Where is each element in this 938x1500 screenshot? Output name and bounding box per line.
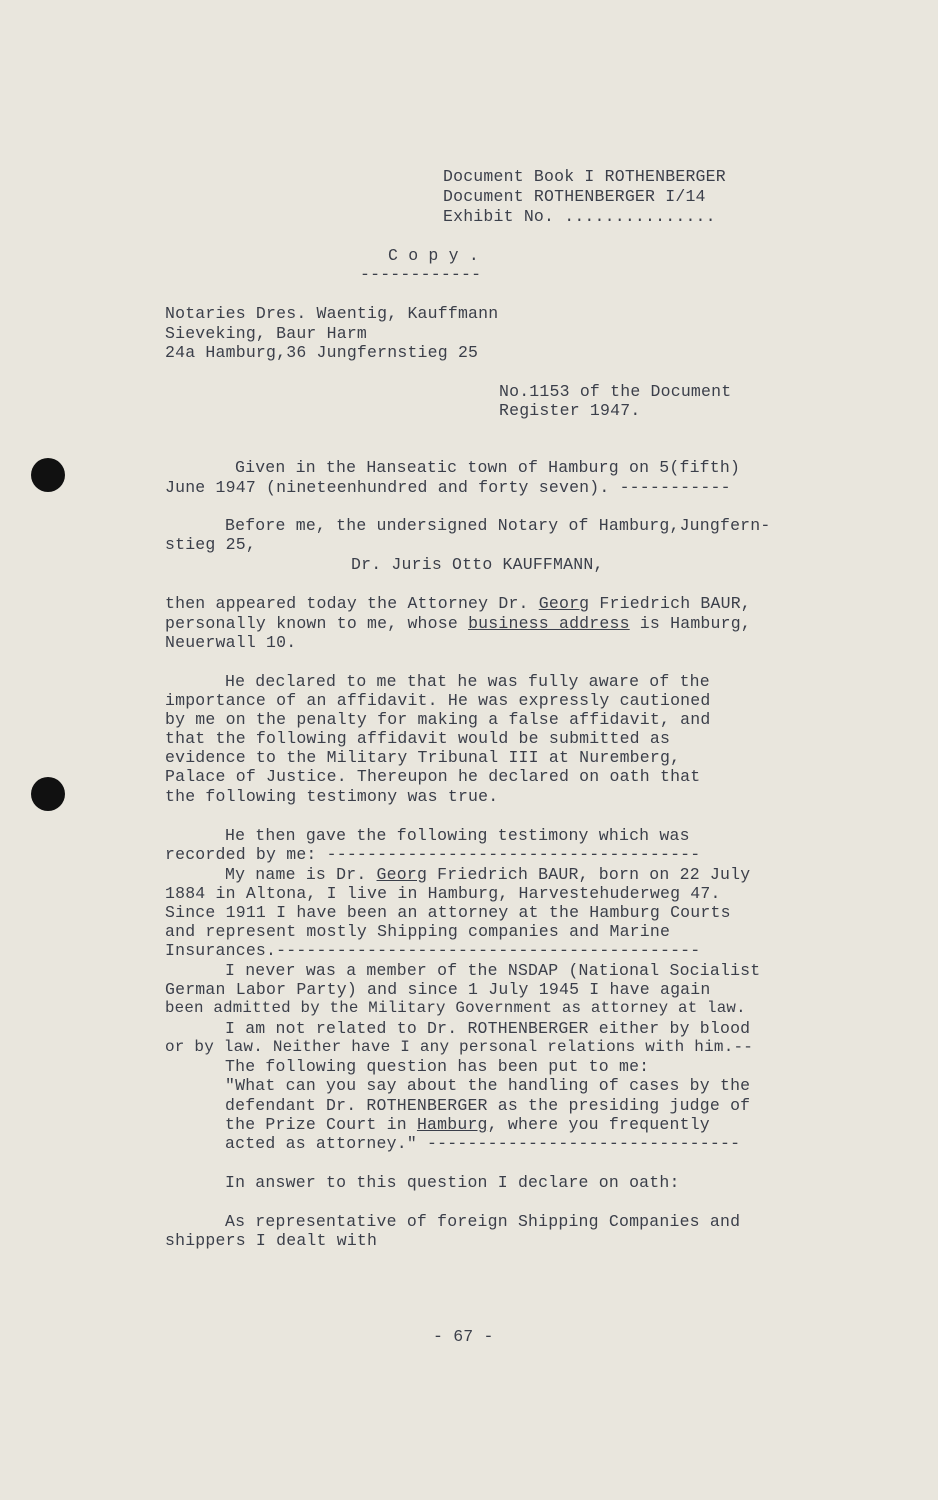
given-line-2: June 1947 (nineteenhundred and forty seven). -----------	[165, 478, 731, 497]
declared-line-7: the following testimony was true.	[165, 787, 499, 806]
testimony-line-10: been admitted by the Military Government as attorney at law.	[165, 999, 746, 1017]
given-line-1: Given in the Hanseatic town of Hamburg on 5(fifth)	[235, 458, 741, 477]
notary-name: Dr. Juris Otto KAUFFMANN,	[351, 555, 604, 574]
notaries-line-1: Notaries Dres. Waentig, Kauffmann	[165, 304, 499, 323]
notaries-line-3: 24a Hamburg,36 Jungfernstieg 25	[165, 343, 479, 362]
testimony-line-15: defendant Dr. ROTHENBERGER as the presiding judge of	[225, 1096, 751, 1115]
testimony-line-4: 1884 in Altona, I live in Hamburg, Harvestehuderweg 47.	[165, 884, 721, 903]
declared-line-5: evidence to the Military Tribunal III at Nuremberg,	[165, 748, 681, 767]
before-line-2: stieg 25,	[165, 535, 256, 554]
testimony-line-16	[225, 1115, 710, 1135]
testimony-line-7: Insurances.------------------------------------------	[165, 941, 701, 960]
closing-line-1: As representative of foreign Shipping Companies and	[225, 1212, 741, 1231]
testimony-l3-underlined: Georg	[376, 865, 428, 884]
testimony-line-2: recorded by me: -------------------------------------	[165, 845, 701, 864]
declared-line-1: He declared to me that he was fully aware of the	[225, 672, 710, 691]
before-line-1: Before me, the undersigned Notary of Hamburg,Jungfern-	[225, 516, 771, 535]
punch-hole-top	[31, 458, 65, 492]
testimony-line-17: acted as attorney." -------------------------------	[225, 1134, 741, 1153]
page-number: - 67 -	[433, 1327, 494, 1346]
testimony-line-5: Since 1911 I have been an attorney at the Hamburg Courts	[165, 903, 731, 922]
testimony-line-8: I never was a member of the NSDAP (National Socialist	[225, 961, 761, 980]
header-line-2: Document ROTHENBERGER I/14	[443, 187, 706, 206]
appeared-line-1	[165, 594, 751, 614]
testimony-line-1: He then gave the following testimony which was	[225, 826, 690, 845]
testimony-line-14: "What can you say about the handling of cases by the	[225, 1076, 751, 1095]
appeared-l2-b: is Hamburg,	[629, 614, 751, 633]
testimony-line-13: The following question has been put to me:	[225, 1057, 650, 1076]
copy-rule: ------------	[360, 265, 482, 284]
punch-hole-bottom	[31, 777, 65, 811]
closing-line-2: shippers I dealt with	[165, 1231, 378, 1250]
register-line-2: Register 1947.	[499, 401, 641, 420]
appeared-l2-a: personally known to me, whose	[165, 614, 469, 633]
answer-line: In answer to this question I declare on oath:	[225, 1173, 680, 1192]
appeared-l1-b: Friedrich BAUR,	[589, 594, 751, 613]
testimony-line-9: German Labor Party) and since 1 July 1945 I have again	[165, 980, 711, 999]
copy-title: C o p y .	[388, 246, 479, 265]
testimony-line-6: and represent mostly Shipping companies and Marine	[165, 922, 671, 941]
testimony-line-12: or by law. Neither have I any personal relations with him.--	[165, 1038, 754, 1056]
testimony-l16-underlined: Hamburg	[416, 1115, 488, 1134]
declared-line-2: importance of an affidavit. He was expressly cautioned	[165, 691, 711, 710]
header-line-1: Document Book I ROTHENBERGER	[443, 167, 726, 186]
header-line-3: Exhibit No. ...............	[443, 207, 716, 226]
testimony-l16-b: , where you frequently	[487, 1115, 710, 1134]
notaries-line-2: Sieveking, Baur Harm	[165, 324, 368, 343]
appeared-l1-a: then appeared today the Attorney Dr.	[165, 594, 539, 613]
declared-line-6: Palace of Justice. Thereupon he declared on oath that	[165, 767, 701, 786]
appeared-line-2	[165, 614, 751, 634]
declared-line-3: by me on the penalty for making a false affidavit, and	[165, 710, 711, 729]
appeared-l2-underlined: business address	[468, 614, 630, 633]
appeared-line-3: Neuerwall 10.	[165, 633, 297, 652]
appeared-l1-underlined: Georg	[538, 594, 590, 613]
declared-line-4: that the following affidavit would be submitted as	[165, 729, 671, 748]
testimony-l16-a: the Prize Court in	[225, 1115, 417, 1134]
register-line-1: No.1153 of the Document	[499, 382, 732, 401]
testimony-l3-a: My name is Dr.	[225, 865, 377, 884]
testimony-line-11: I am not related to Dr. ROTHENBERGER either by blood	[225, 1019, 751, 1038]
testimony-line-3	[225, 865, 750, 885]
testimony-l3-b: Friedrich BAUR, born on 22 July	[427, 865, 751, 884]
